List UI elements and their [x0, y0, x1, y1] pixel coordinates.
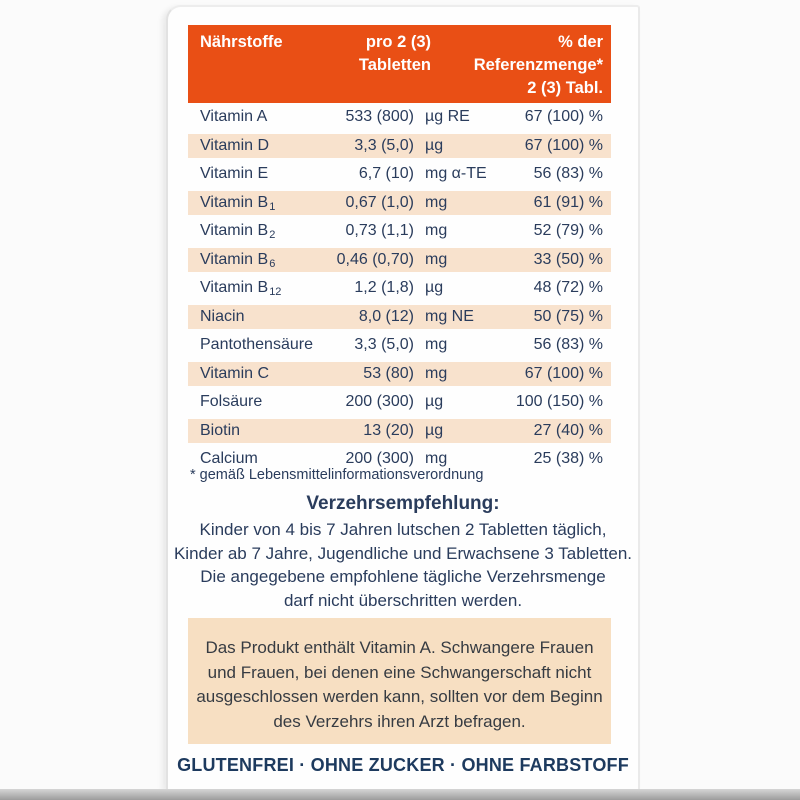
- nutrient-amount: 0,73 (1,1): [345, 222, 414, 239]
- nutrient-name: Biotin: [200, 421, 241, 439]
- nutrient-percent: 27 (40) %: [533, 421, 603, 439]
- recommendation-line: Kinder von 4 bis 7 Jahren lutschen 2 Tabletten täglich,: [199, 520, 607, 539]
- nutrient-amount: 53 (80): [363, 364, 414, 382]
- nutrient-percent: 25 (38) %: [533, 450, 603, 467]
- nutrient-unit: mg: [425, 222, 448, 239]
- reference-footnote: * gemäß Lebensmittelinformationsverordnung: [190, 467, 484, 483]
- nutrition-table-header: [188, 25, 611, 103]
- nutrient-amount: 533 (800): [345, 108, 414, 125]
- nutrient-amount: 0,67 (1,0): [345, 193, 414, 211]
- header-col-reference: [431, 31, 603, 103]
- nutrient-amount: 200 (300): [345, 393, 414, 410]
- vitamin-a-warning-text: [188, 636, 611, 734]
- nutrient-unit: µg RE: [425, 108, 470, 125]
- nutrient-unit: mg: [425, 364, 448, 382]
- nutrient-unit: µg: [425, 421, 444, 439]
- nutrient-amount: 13 (20): [363, 421, 414, 439]
- header-ref-line-2: Referenzmenge*: [473, 56, 603, 74]
- table-row: [188, 417, 611, 446]
- nutrient-unit: µg: [425, 393, 444, 410]
- vitamin-a-warning-box: [188, 618, 611, 744]
- nutrient-name: Vitamin D: [200, 136, 270, 154]
- recommendation-line: darf nicht überschritten werden.: [283, 590, 523, 610]
- nutrient-percent: 61 (91) %: [533, 193, 603, 211]
- table-row: [188, 217, 611, 246]
- warning-line: des Verzehrs ihren Arzt befragen.: [273, 711, 526, 731]
- surface-shadow: [0, 789, 800, 800]
- nutrient-amount: 200 (300): [345, 450, 414, 467]
- nutrient-percent: 67 (100) %: [524, 108, 603, 125]
- nutrient-unit: mg NE: [425, 307, 474, 325]
- table-row: [188, 103, 611, 132]
- nutrient-unit: µg: [425, 136, 444, 154]
- nutrient-percent: 56 (83) %: [533, 165, 603, 182]
- nutrient-name-subscript: 2: [269, 229, 276, 241]
- nutrient-name: Vitamin A: [200, 108, 268, 125]
- nutrient-unit: mg: [425, 193, 448, 211]
- product-claims: GLUTENFREI · OHNE ZUCKER · OHNE FARBSTOFF: [177, 755, 629, 775]
- nutrient-unit: mg: [425, 336, 448, 353]
- recommendation-line: Die angegebene empfohlene tägliche Verzehrsmenge: [200, 567, 606, 586]
- nutrient-percent: 56 (83) %: [533, 336, 603, 353]
- nutrient-name-subscript: 6: [269, 257, 276, 270]
- header-per-line-2: Tabletten: [358, 56, 431, 74]
- nutrient-unit: mg: [425, 450, 448, 467]
- nutrient-name: Calcium: [200, 450, 258, 467]
- nutrient-amount: 1,2 (1,8): [354, 279, 414, 296]
- nutrient-amount: 6,7 (10): [358, 165, 414, 182]
- warning-line: und Frauen, bei denen eine Schwangerschaft nicht: [207, 662, 592, 682]
- header-col-per-tablets: [313, 31, 431, 103]
- nutrient-name: Niacin: [200, 307, 245, 325]
- nutrient-amount: 8,0 (12): [358, 307, 414, 325]
- table-row: [188, 303, 611, 332]
- nutrient-percent: 52 (79) %: [533, 222, 603, 239]
- nutrient-name: Vitamin B6: [200, 250, 276, 270]
- table-row: [188, 274, 611, 303]
- nutrient-amount: 3,3 (5,0): [354, 136, 414, 154]
- table-row: [188, 360, 611, 389]
- consumption-recommendation-heading: Verzehrsempfehlung:: [306, 493, 500, 514]
- nutrient-name: Folsäure: [200, 393, 263, 410]
- table-row: [188, 189, 611, 218]
- nutrient-name: Vitamin B1: [200, 193, 276, 213]
- nutrient-name-subscript: 1: [269, 200, 276, 213]
- nutrient-percent: 67 (100) %: [524, 136, 603, 154]
- nutrient-percent: 50 (75) %: [533, 307, 603, 325]
- table-row: [188, 331, 611, 360]
- nutrient-percent: 67 (100) %: [524, 364, 603, 382]
- nutrition-table-body: [188, 103, 611, 474]
- nutrient-unit: mg α-TE: [425, 165, 487, 182]
- consumption-recommendation-text: [168, 518, 638, 612]
- warning-line: Das Produkt enthält Vitamin A. Schwangere Frauen: [205, 638, 594, 657]
- nutrient-amount: 0,46 (0,70): [336, 250, 414, 268]
- nutrient-percent: 100 (150) %: [515, 393, 603, 410]
- table-row: [188, 132, 611, 161]
- header-col-nutrients: Nährstoffe: [200, 33, 283, 51]
- nutrient-percent: 48 (72) %: [533, 279, 603, 296]
- header-ref-line-1: % der: [558, 33, 603, 51]
- nutrient-percent: 33 (50) %: [533, 250, 603, 268]
- header-per-line-1: pro 2 (3): [365, 33, 431, 51]
- nutrient-unit: mg: [425, 250, 448, 268]
- nutrient-name: Vitamin B2: [200, 222, 276, 241]
- warning-line: ausgeschlossen werden kann, sollten vor dem Beginn: [196, 687, 603, 706]
- nutrient-name: Vitamin B12: [200, 279, 282, 298]
- nutrient-name: Vitamin E: [200, 165, 269, 182]
- table-row: [188, 388, 611, 417]
- package-back-panel: [166, 5, 640, 789]
- nutrient-name: Pantothensäure: [200, 336, 313, 353]
- header-ref-line-3: 2 (3) Tabl.: [527, 79, 603, 97]
- table-row: [188, 246, 611, 275]
- nutrient-name-subscript: 12: [269, 286, 282, 298]
- nutrient-unit: µg: [425, 279, 444, 296]
- table-row: [188, 160, 611, 189]
- nutrient-amount: 3,3 (5,0): [354, 336, 414, 353]
- nutrient-name: Vitamin C: [200, 364, 270, 382]
- recommendation-line: Kinder ab 7 Jahre, Jugendliche und Erwachsene 3 Tabletten.: [173, 543, 633, 563]
